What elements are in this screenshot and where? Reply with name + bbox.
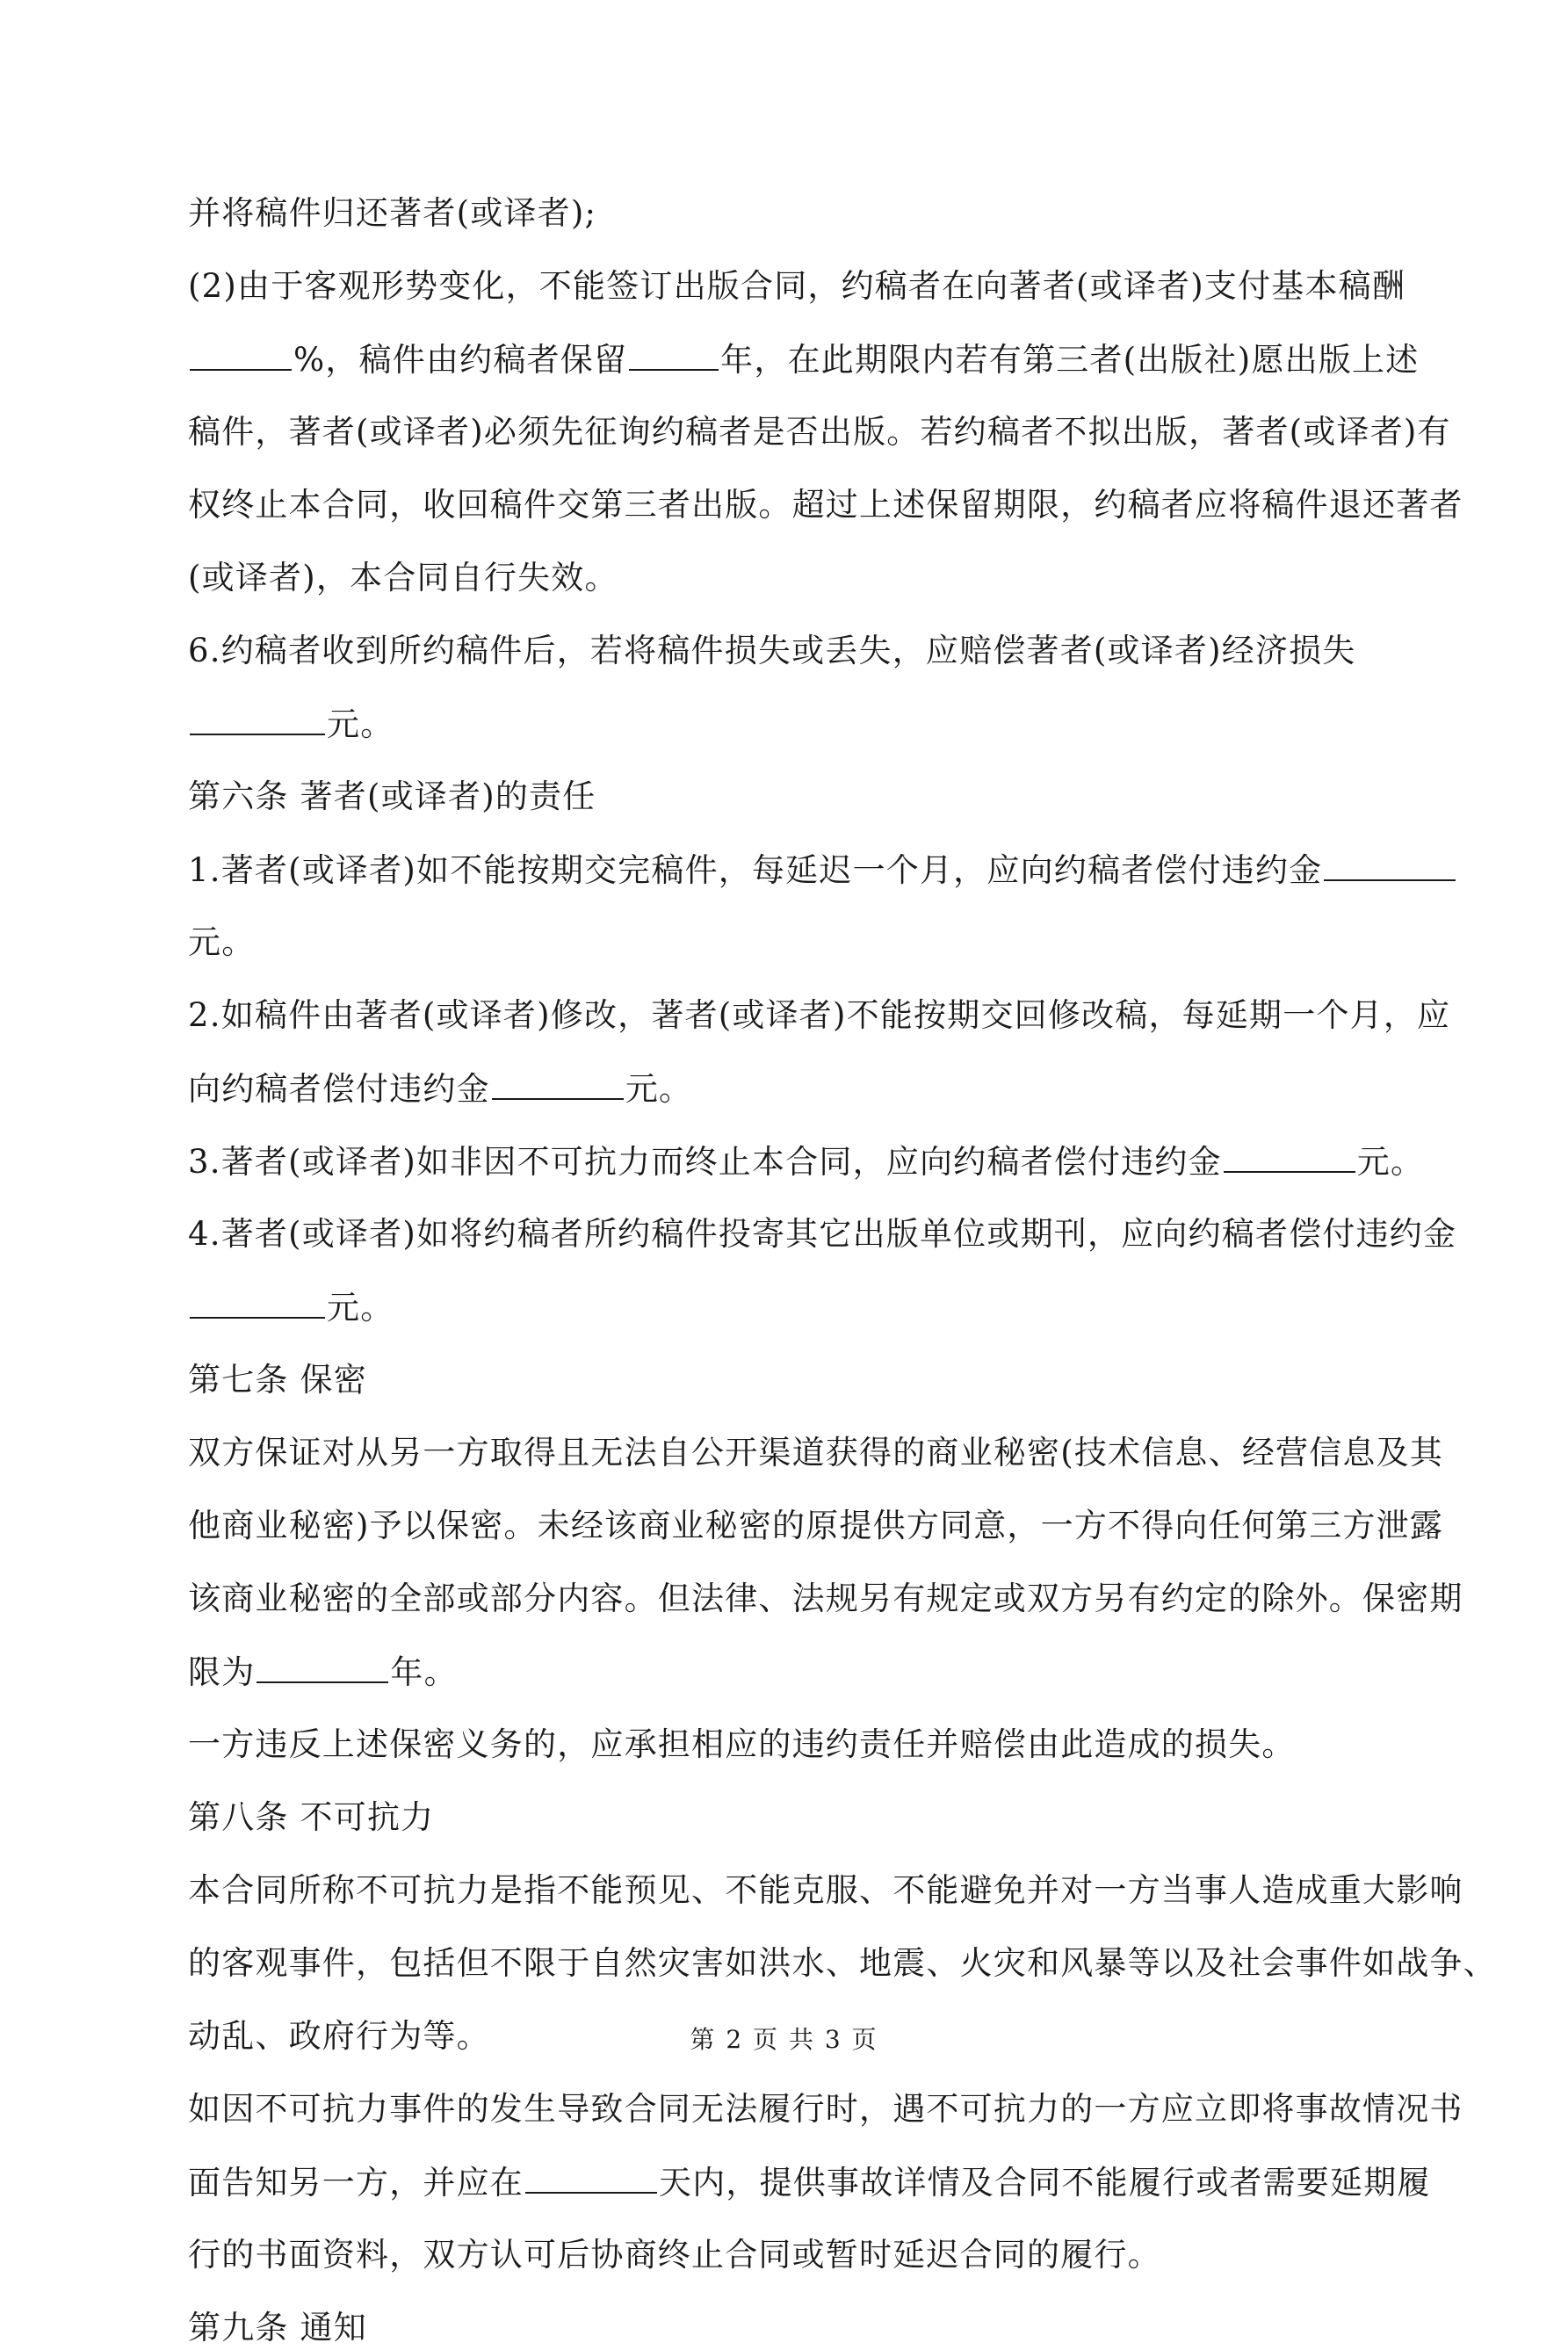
text-line: 1.著者(或译者)如不能按期交完稿件，每延迟一个月，应向约稿者偿付违约金 — [188, 848, 1457, 892]
text-line: 向约稿者偿付违约金 元。 — [188, 1067, 692, 1110]
text-line: 2.如稿件由著者(或译者)修改，著者(或译者)不能按期交回修改稿，每延期一个月，应 — [188, 996, 1451, 1034]
text-line: 一方违反上述保密义务的，应承担相应的违约责任并赔偿由此造成的损失。 — [188, 1725, 1296, 1763]
blank-field — [1324, 848, 1456, 881]
text-line: 6.约稿者收到所约稿件后，若将稿件损失或丢失，应赔偿著者(或译者)经济损失 — [188, 632, 1356, 669]
section-heading: 第八条 不可抗力 — [188, 1798, 435, 1836]
text-line: 行的书面资料，双方认可后协商终止合同或暂时延迟合同的履行。 — [188, 2236, 1161, 2274]
text-line: 双方保证对从另一方取得且无法自公开渠道获得的商业秘密(技术信息、经营信息及其 — [188, 1434, 1444, 1471]
text-line: 稿件，著者(或译者)必须先征询约稿者是否出版。若约稿者不拟出版，著者(或译者)有 — [188, 413, 1451, 451]
section-heading: 第六条 著者(或译者)的责任 — [188, 777, 596, 815]
section-heading: 第七条 保密 — [188, 1361, 367, 1399]
text-line: 4.著者(或译者)如将约稿者所约稿件投寄其它出版单位或期刊，应向约稿者偿付违约金 — [188, 1215, 1457, 1253]
text-line: 权终止本合同，收回稿件交第三者出版。超过上述保留期限，约稿者应将稿件退还著者 — [188, 486, 1463, 524]
blank-field — [1224, 1139, 1355, 1173]
text-line: 3.著者(或译者)如非因不可抗力而终止本合同，应向约稿者偿付违约金 元。 — [188, 1139, 1424, 1183]
text-line: (2)由于客观形势变化，不能签订出版合同，约稿者在向著者(或译者)支付基本稿酬 — [188, 267, 1406, 305]
text-line: 元。 — [188, 702, 394, 746]
text-line: 面告知另一方，并应在 天内，提供事故详情及合同不能履行或者需要延期履 — [188, 2160, 1431, 2204]
page-number: 第 2 页 共 3 页 — [690, 2025, 878, 2054]
text-line: 动乱、政府行为等。 — [188, 2017, 490, 2055]
blank-field — [257, 1650, 388, 1683]
text-line: 并将稿件归还著者(或译者); — [188, 194, 597, 232]
blank-field — [492, 1067, 624, 1100]
text-line: 本合同所称不可抗力是指不能预见、不能克服、不能避免并对一方当事人造成重大影响 — [188, 1871, 1463, 1909]
blank-field — [525, 2160, 657, 2194]
blank-field — [629, 337, 719, 371]
blank-field — [190, 702, 325, 735]
blank-field — [190, 1285, 325, 1319]
text-line: 限为 年。 — [188, 1650, 458, 1694]
blank-field — [190, 337, 292, 371]
text-line: %，稿件由约稿者保留 年，在此期限内若有第三者(出版社)愿出版上述 — [188, 337, 1419, 381]
text-line: 如因不可抗力事件的发生导致合同无法履行时，遇不可抗力的一方应立即将事故情况书 — [188, 2090, 1463, 2128]
text-line: 元。 — [188, 1285, 394, 1329]
text-line: 该商业秘密的全部或部分内容。但法律、法规另有规定或双方另有约定的除外。保密期 — [188, 1580, 1463, 1617]
text-line: 他商业秘密)予以保密。未经该商业秘密的原提供方同意，一方不得向任何第三方泄露 — [188, 1507, 1444, 1544]
text-line: (或译者)，本合同自行失效。 — [188, 559, 618, 597]
text-line: 的客观事件，包括但不限于自然灾害如洪水、地震、火灾和风暴等以及社会事件如战争、 — [188, 1944, 1497, 1982]
text-line: 元。 — [188, 923, 256, 961]
section-heading: 第九条 通知 — [188, 2309, 367, 2346]
